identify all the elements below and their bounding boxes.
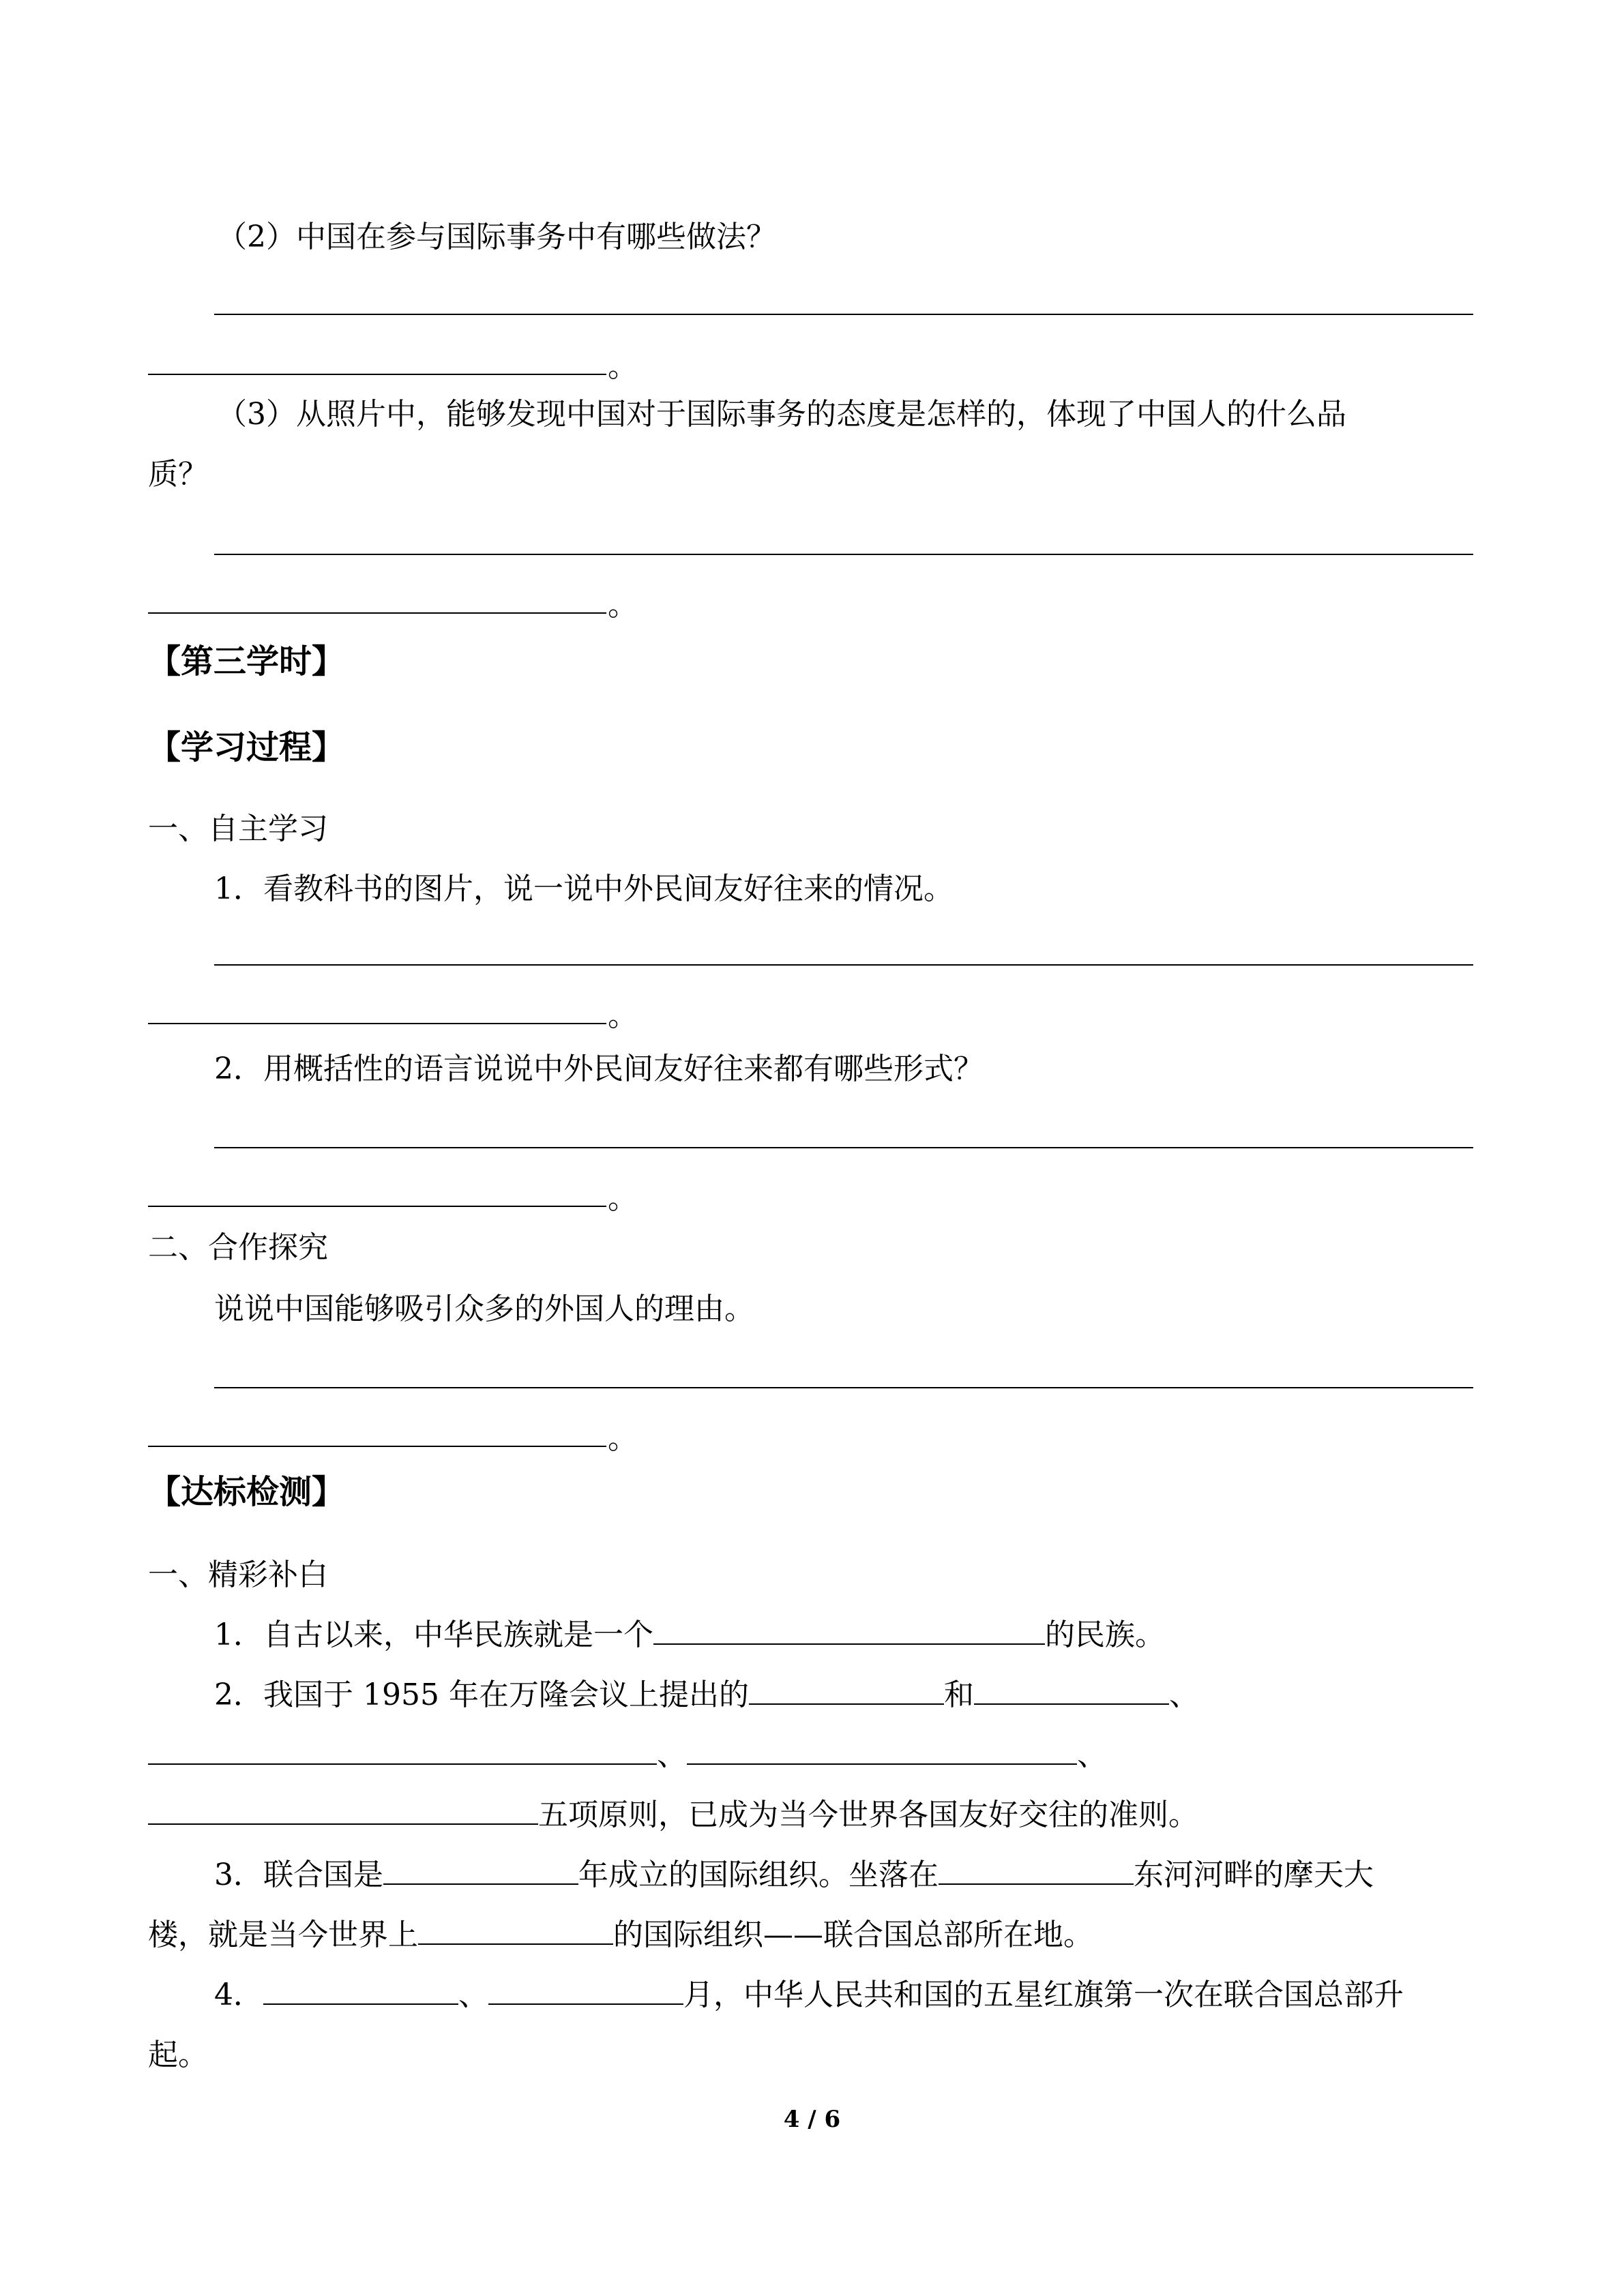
question-3-cont: 质？ <box>148 457 208 492</box>
answer-line <box>214 314 1473 315</box>
fill-question-4: 4． 、 月，中华人民共和国的五星红旗第一次在联合国总部升 <box>214 1978 1404 2012</box>
fill-question-2-cont: 五项原则，已成为当今世界各国友好交往的准则。 <box>148 1795 1198 1836</box>
coop-heading: 二、合作探究 <box>148 1230 328 1265</box>
coop-question: 说说中国能够吸引众多的外国人的理由。 <box>214 1292 754 1326</box>
answer-line <box>214 964 1473 966</box>
answer-line <box>214 554 1473 555</box>
blank[interactable] <box>653 1616 1045 1645</box>
blank[interactable] <box>488 1976 683 2005</box>
self-study-heading: 一、自主学习 <box>148 811 328 846</box>
blank[interactable] <box>974 1676 1169 1705</box>
answer-line <box>214 1387 1473 1388</box>
self-question-2: 2．用概括性的语言说说中外民间友好往来都有哪些形式？ <box>214 1052 984 1086</box>
answer-line <box>148 374 606 375</box>
blank[interactable] <box>749 1676 944 1705</box>
fill-question-3-cont: 楼，就是当今世界上 的国际组织——联合国总部所在地。 <box>148 1918 1093 1952</box>
answer-line <box>148 612 606 614</box>
period: 。 <box>608 349 638 384</box>
fill-question-2-cont: 、 、 <box>148 1735 1107 1776</box>
blank[interactable] <box>263 1976 458 2005</box>
fill-question-3: 3．联合国是 年成立的国际组织。坐落在 东河河畔的摩天大 <box>214 1858 1374 1892</box>
blank[interactable] <box>383 1856 578 1885</box>
blank[interactable] <box>148 1736 657 1765</box>
blank[interactable] <box>418 1916 613 1945</box>
section-test: 【达标检测】 <box>148 1473 345 1511</box>
answer-line <box>148 1446 606 1447</box>
blank[interactable] <box>939 1856 1134 1885</box>
question-3: （3）从照片中，能够发现中国对于国际事务的态度是怎样的，体现了中国人的什么品 <box>217 397 1346 432</box>
period: 。 <box>608 588 638 623</box>
blank[interactable] <box>148 1796 538 1825</box>
fill-question-2: 2．我国于 1955 年在万隆会议上提出的 和 、 <box>214 1678 1199 1712</box>
section-third-period: 【第三学时】 <box>148 642 345 681</box>
period: 。 <box>608 998 638 1033</box>
section-learning-process: 【学习过程】 <box>148 728 345 766</box>
fill-question-1: 1．自古以来，中华民族就是一个 的民族。 <box>214 1617 1165 1652</box>
period: 。 <box>608 1421 638 1456</box>
period: 。 <box>608 1181 638 1216</box>
answer-line <box>148 1023 606 1024</box>
fill-heading: 一、精彩补白 <box>148 1557 328 1592</box>
fill-question-4-cont: 起。 <box>148 2038 208 2072</box>
self-question-1: 1．看教科书的图片，说一说中外民间友好往来的情况。 <box>214 871 954 906</box>
answer-line <box>214 1147 1473 1148</box>
page-number: 4 / 6 <box>783 2106 841 2133</box>
blank[interactable] <box>687 1736 1077 1765</box>
question-2: （2）中国在参与国际事务中有哪些做法？ <box>217 220 776 254</box>
answer-line <box>148 1206 606 1207</box>
